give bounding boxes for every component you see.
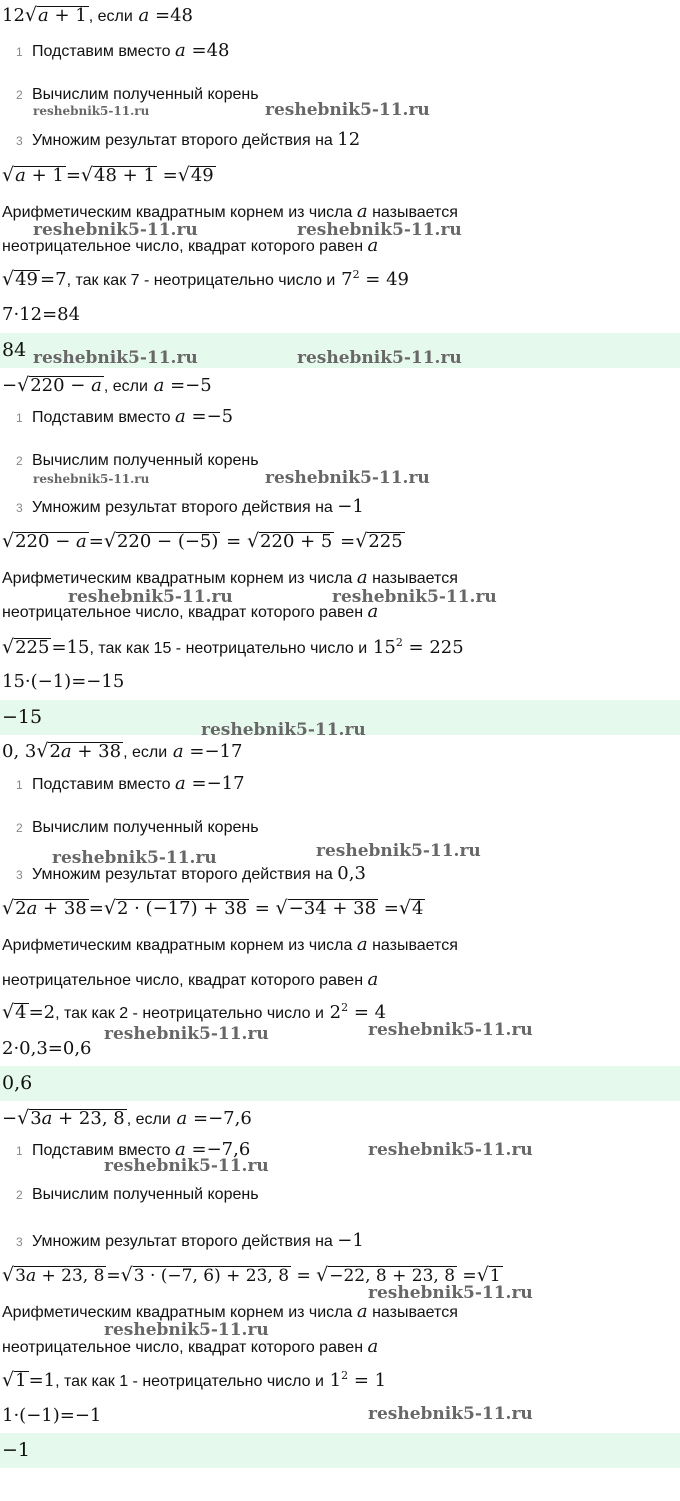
root-substitution: √2a + 38 =√2 · (−17) + 38 = √−34 + 38 =√4 — [2, 897, 424, 919]
watermark: reshebnik5-11.ru — [52, 848, 217, 868]
definition-line-1: Арифметическим квадратным корнем из числа a называется — [2, 201, 458, 222]
definition-line-1: Арифметическим квадратным корнем из числа a называется — [2, 1301, 458, 1322]
watermark: reshebnik5-11.ru — [297, 348, 462, 368]
watermark: reshebnik5-11.ru — [368, 1140, 533, 1160]
step-1: 1 Подставим вместо a =48 — [16, 40, 230, 61]
answer: −1 — [2, 1439, 31, 1461]
watermark: reshebnik5-11.ru — [316, 841, 481, 861]
step-1: 1 Подставим вместо a =−7,6 — [16, 1139, 251, 1160]
watermark: reshebnik5-11.ru — [68, 587, 233, 607]
root-substitution: √3a + 23, 8 =√3 · (−7, 6) + 23, 8 = √−22, 8 + 23, 8 =√1 — [2, 1264, 501, 1286]
watermark: reshebnik5-11.ru — [33, 472, 150, 486]
answer: −15 — [2, 706, 43, 728]
step-1: 1 Подставим вместо a =−5 — [16, 406, 234, 427]
product: 1·(−1)=−1 — [2, 1405, 102, 1426]
definition-line-1: Арифметическим квадратным корнем из числа a называется — [2, 567, 458, 588]
step-3: 3 Умножим результат второго действия на −1 — [16, 496, 364, 517]
step-2: 2 Вычислим полученный корень — [16, 819, 259, 836]
problem-1-title: 12√a + 1 , если a =48 — [2, 4, 193, 26]
definition-line-2: неотрицательное число, квадрат которого равен a — [2, 601, 379, 622]
product: 15·(−1)=−15 — [2, 671, 125, 692]
definition-line-2: неотрицательное число, квадрат которого равен a — [2, 235, 379, 256]
problem-4-title: −√3a + 23, 8 , если a =−7,6 — [2, 1107, 252, 1129]
watermark: reshebnik5-11.ru — [201, 720, 366, 740]
step-3: 3 Умножим результат второго действия на 0,3 — [16, 863, 366, 884]
answer: 0,6 — [2, 1072, 33, 1094]
watermark: reshebnik5-11.ru — [368, 1020, 533, 1040]
root-result: √225 =15, так как 15 - неотрицательно число и $15^2 = 225$ — [2, 636, 464, 658]
watermark: reshebnik5-11.ru — [265, 100, 430, 120]
step-3: 3 Умножим результат второго действия на −1 — [16, 1230, 364, 1251]
root-result: √4 =2, так как 2 - неотрицательно число и $2^2 = 4$ — [2, 1001, 387, 1023]
answer: 84 — [2, 339, 27, 361]
problem-3-title: 0, 3√2a + 38 , если a =−17 — [2, 740, 243, 762]
watermark: reshebnik5-11.ru — [368, 1283, 533, 1303]
watermark: reshebnik5-11.ru — [297, 220, 462, 240]
watermark: reshebnik5-11.ru — [104, 1024, 269, 1044]
watermark: reshebnik5-11.ru — [104, 1320, 269, 1340]
definition-line-2: неотрицательное число, квадрат которого равен a — [2, 969, 379, 990]
watermark: reshebnik5-11.ru — [33, 348, 198, 368]
definition-line-2: неотрицательное число, квадрат которого равен a — [2, 1336, 379, 1357]
step-3: 3 Умножим результат второго действия на 12 — [16, 129, 361, 150]
product: 7·12=84 — [2, 304, 81, 325]
step-1: 1 Подставим вместо a =−17 — [16, 773, 245, 794]
root-result: √1 =1, так как 1 - неотрицательно число и $1^2 = 1$ — [2, 1369, 387, 1391]
watermark: reshebnik5-11.ru — [33, 104, 150, 118]
watermark: reshebnik5-11.ru — [332, 587, 497, 607]
problem-2-title: −√220 − a , если a =−5 — [2, 374, 212, 396]
root-result: √49 =7, так как 7 - неотрицательно число и $7^2 = 49$ — [2, 268, 409, 290]
watermark: reshebnik5-11.ru — [265, 468, 430, 488]
definition-line-1: Арифметическим квадратным корнем из числа a называется — [2, 934, 458, 955]
watermark: reshebnik5-11.ru — [368, 1404, 533, 1424]
watermark: reshebnik5-11.ru — [33, 220, 198, 240]
answer-band-3 — [0, 1066, 680, 1101]
step-2: 2 Вычислим полученный корень — [16, 86, 259, 103]
step-2: 2 Вычислим полученный корень — [16, 1186, 259, 1203]
step-2: 2 Вычислим полученный корень — [16, 452, 259, 469]
watermark: reshebnik5-11.ru — [104, 1156, 269, 1176]
answer-band-4 — [0, 1433, 680, 1468]
product: 2·0,3=0,6 — [2, 1038, 92, 1059]
root-substitution: √a + 1 =√48 + 1 =√49 — [2, 164, 214, 186]
root-substitution: √220 − a =√220 − (−5) = √220 + 5 =√225 — [2, 530, 403, 552]
